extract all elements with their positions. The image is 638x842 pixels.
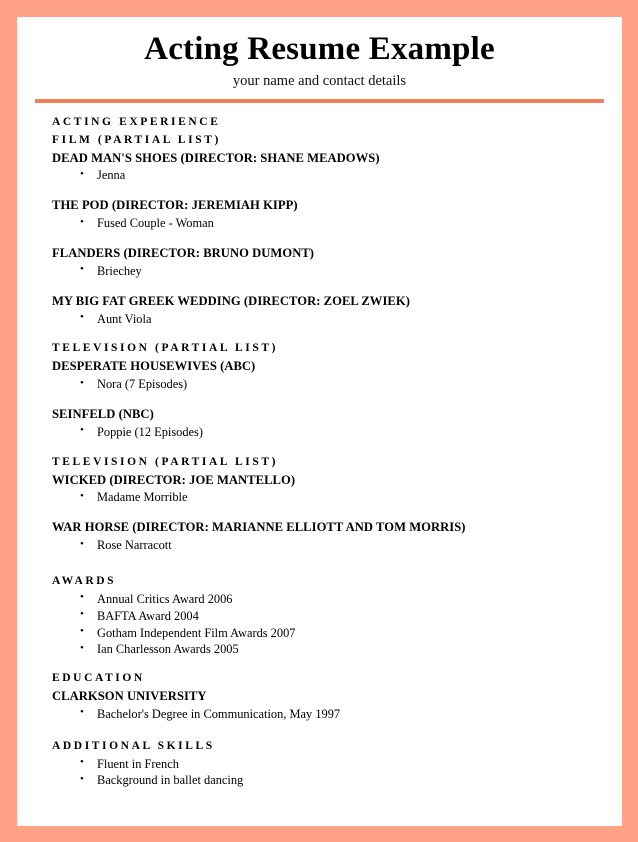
list-item: • Aunt Viola (52, 311, 602, 328)
list-item: • Gotham Independent Film Awards 2007 (52, 625, 602, 642)
list-item: • Rose Narracott (52, 537, 602, 554)
role-list (52, 376, 602, 393)
page-title: Acting Resume Example (144, 31, 495, 67)
section-heading-education: EDUCATION (52, 672, 145, 685)
credit-title: SEINFELD (NBC) (52, 407, 154, 421)
credit-title: WAR HORSE (DIRECTOR: MARIANNE ELLIOTT AND TOM MORRIS) (52, 520, 466, 535)
list-item: • Nora (7 Episodes) (52, 376, 602, 393)
role-list (52, 424, 602, 441)
skills-list (52, 756, 602, 790)
credit-entry (52, 472, 602, 507)
credit-entry (52, 358, 602, 393)
list-item: • BAFTA Award 2004 (52, 608, 602, 625)
credit-title: MY BIG FAT GREEK WEDDING (DIRECTOR: ZOEL ZWIEK) (52, 293, 410, 308)
list-item: • Poppie (12 Episodes) (52, 424, 602, 441)
spacer (52, 723, 602, 738)
subsection-heading-television: TELEVISION (PARTIAL LIST) (52, 342, 279, 355)
spacer (52, 658, 602, 670)
list-item: • Madame Morrible (52, 489, 602, 506)
role-list (52, 263, 602, 280)
role-list (52, 167, 602, 184)
role-list (52, 537, 602, 554)
subsection-heading-film: FILM (PARTIAL LIST) (52, 133, 221, 146)
list-item: • Briechey (52, 263, 602, 280)
role-list (52, 311, 602, 328)
list-item: • Ian Charlesson Awards 2005 (52, 641, 602, 658)
education-entry (52, 688, 602, 723)
list-item: • Bachelor's Degree in Communication, May 1997 (52, 706, 602, 723)
awards-list (52, 591, 602, 658)
credit-title: THE POD (DIRECTOR: JEREMIAH KIPP) (52, 198, 298, 213)
contact-details-line: your name and contact details (232, 72, 407, 89)
resume-body (17, 103, 622, 789)
section-heading-awards: AWARDS (52, 575, 117, 588)
credit-entry (52, 519, 602, 554)
credit-entry (52, 406, 602, 441)
section-heading-acting-experience: ACTING EXPERIENCE (52, 115, 221, 128)
role-list (52, 489, 602, 506)
list-item: • Background in ballet dancing (52, 772, 602, 789)
credit-title: WICKED (DIRECTOR: JOE MANTELLO) (52, 472, 296, 487)
role-list (52, 215, 602, 232)
subsection-heading-theatre: TELEVISION (PARTIAL LIST) (52, 455, 279, 468)
section-heading-additional-skills: ADDITIONAL SKILLS (52, 739, 215, 752)
credit-title: FLANDERS (DIRECTOR: BRUNO DUMONT) (52, 245, 315, 260)
degree-list (52, 706, 602, 723)
resume-header (17, 17, 622, 103)
list-item: • Fluent in French (52, 756, 602, 773)
credit-entry (52, 245, 602, 280)
list-item: • Jenna (52, 167, 602, 184)
credit-entry (52, 150, 602, 185)
list-item: • Annual Critics Award 2006 (52, 591, 602, 608)
resume-page (17, 17, 622, 826)
list-item: • Fused Couple - Woman (52, 215, 602, 232)
credit-title: DEAD MAN'S SHOES (DIRECTOR: SHANE MEADOWS) (52, 150, 380, 165)
credit-entry (52, 293, 602, 328)
credit-title: DESPERATE HOUSEWIVES (ABC) (52, 359, 256, 374)
institution-name: CLARKSON UNIVERSITY (52, 689, 207, 704)
credit-entry (52, 197, 602, 232)
